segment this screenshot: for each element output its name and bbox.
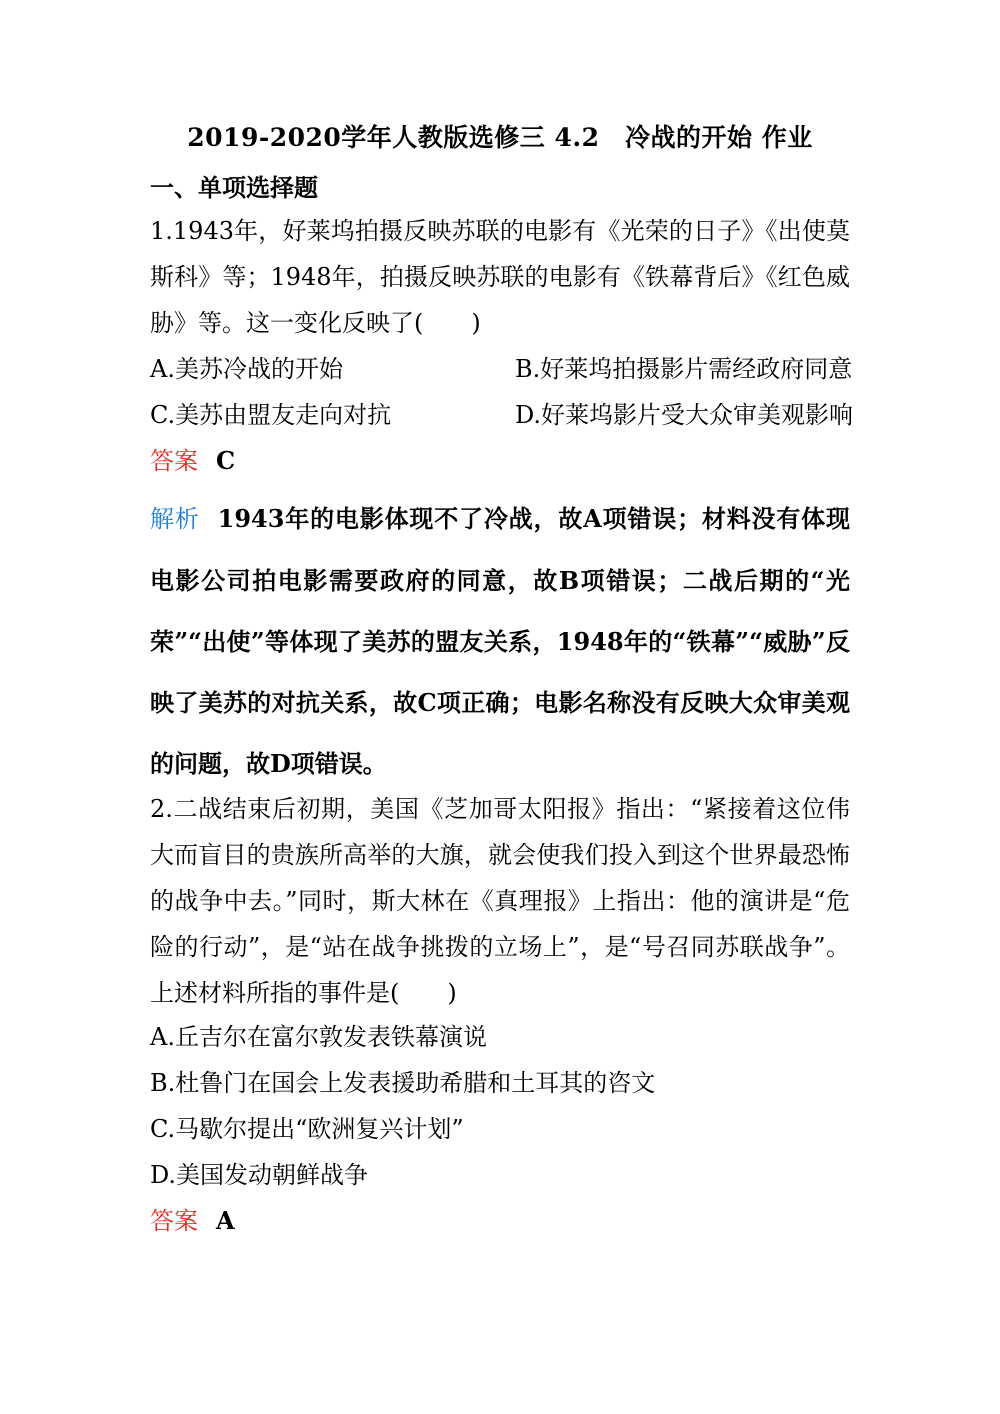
question-2-option-b: B.杜鲁门在国会上发表援助希腊和土耳其的咨文 [150, 1069, 656, 1097]
question-2-option-d: D.美国发动朝鲜战争 [150, 1161, 369, 1189]
question-2-option-a: A.丘吉尔在富尔敦发表铁幕演说 [150, 1023, 487, 1051]
document-title: 2019-2020学年人教版选修三 4.2 冷战的开始 作业 [187, 123, 813, 152]
analysis-text: 1943年的电影体现不了冷战，故A项错误；材料没有体现电影公司拍电影需要政府的同意，故B项错误；二战后期的“光荣”“出使”等体现了美苏的盟友关系，1948年的“铁幕”“威胁”反映了美苏的对抗关系，故C项正确；电影名称没有反映大众审美观的问题，故D项错误。 [150, 504, 851, 778]
question-1-stem: 1.1943年，好莱坞拍摄反映苏联的电影有《光荣的日子》《出使莫斯科》等；1948年，拍摄反映苏联的电影有《铁幕背后》《红色威胁》等。这一变化反映了( ) [150, 217, 850, 337]
question-2-option-c: C.马歇尔提出“欧洲复兴计划” [150, 1115, 464, 1143]
question-2-stem: 2.二战结束后初期，美国《芝加哥太阳报》指出：“紧接着这位伟大而盲目的贵族所高举的大旗，就会使我们投入到这个世界最恐怖的战争中去。”同时，斯大林在《真理报》上指出：他的演讲是“危险的行动”，是“站在战争挑拨的立场上”，是“号召同苏联战争”。上述材料所指的事件是( ) [150, 795, 850, 1007]
question-1-option-c: C.美苏由盟友走向对抗 [150, 401, 392, 429]
question-1-answer [150, 438, 235, 484]
question-1-option-a: A.美苏冷战的开始 [150, 355, 343, 383]
answer-label: 答案 [150, 447, 198, 475]
question-2-answer [150, 1198, 235, 1244]
section-heading: 一、单项选择题 [150, 173, 318, 202]
analysis-label: 解析 [150, 505, 200, 533]
answer-value: C [216, 446, 236, 475]
answer-value: A [216, 1206, 235, 1235]
question-1-option-d: D.好莱坞影片受大众审美观影响 [515, 401, 854, 429]
question-1-option-b: B.好莱坞拍摄影片需经政府同意 [515, 355, 853, 383]
question-1-analysis [150, 488, 850, 794]
answer-label: 答案 [150, 1207, 198, 1235]
